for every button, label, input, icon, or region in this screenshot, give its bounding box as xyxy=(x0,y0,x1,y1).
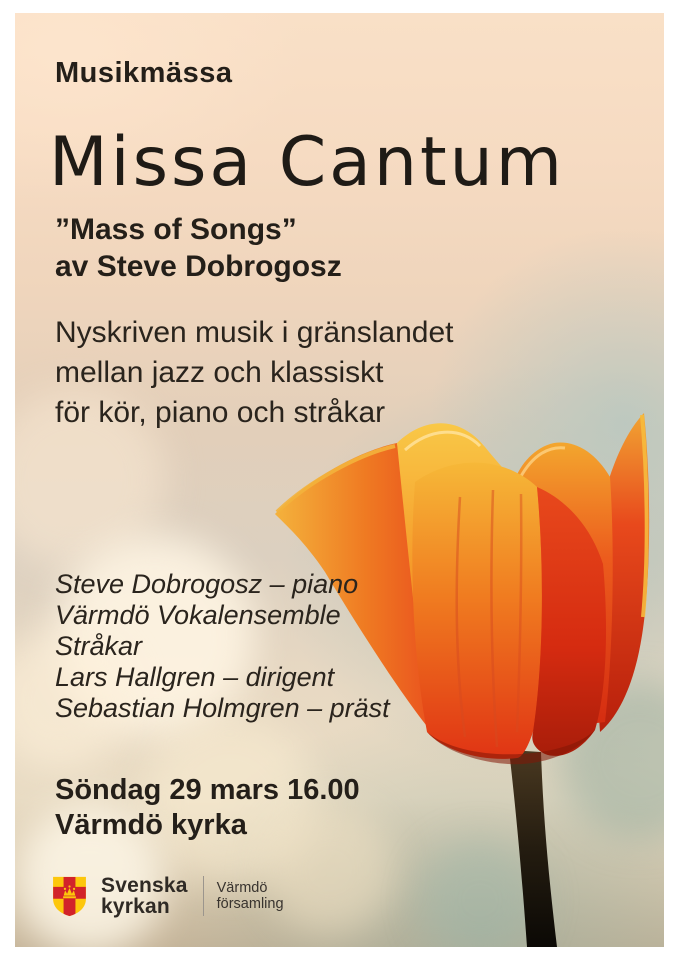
parish-name-line-2: församling xyxy=(216,896,284,912)
credit-strings: Stråkar xyxy=(55,631,143,661)
parish-name-line-1: Värmdö xyxy=(216,879,268,896)
event-info xyxy=(55,773,360,843)
poster-kicker: Musikmässa xyxy=(55,57,233,89)
subtitle-line-1: ”Mass of Songs” xyxy=(55,213,297,246)
parish-name xyxy=(217,880,284,913)
org-name xyxy=(101,875,188,917)
description-line-2: mellan jazz och klassiskt xyxy=(55,356,384,389)
poster-subtitle xyxy=(55,211,342,285)
subtitle-line-2: av Steve Dobrogosz xyxy=(55,250,342,283)
credit-conductor: Lars Hallgren – dirigent xyxy=(55,662,335,692)
poster-credits xyxy=(55,569,390,724)
credit-ensemble: Värmdö Vokalensemble xyxy=(55,600,341,630)
poster-title: Missa Cantum xyxy=(49,123,565,202)
description-line-3: för kör, piano och stråkar xyxy=(55,396,386,429)
poster-description xyxy=(55,313,453,433)
footer-divider xyxy=(203,876,204,916)
org-name-line-2: kyrkan xyxy=(101,895,170,918)
svenska-kyrkan-shield-icon xyxy=(51,875,88,917)
svenska-kyrkan-logo xyxy=(51,875,284,917)
credit-piano: Steve Dobrogosz – piano xyxy=(55,569,359,599)
poster xyxy=(15,13,664,947)
description-line-1: Nyskriven musik i gränslandet xyxy=(55,316,454,349)
org-name-line-1: Svenska xyxy=(101,874,188,897)
credit-priest: Sebastian Holmgren – präst xyxy=(55,693,390,723)
event-datetime: Söndag 29 mars 16.00 xyxy=(55,774,360,806)
event-venue: Värmdö kyrka xyxy=(55,809,247,841)
